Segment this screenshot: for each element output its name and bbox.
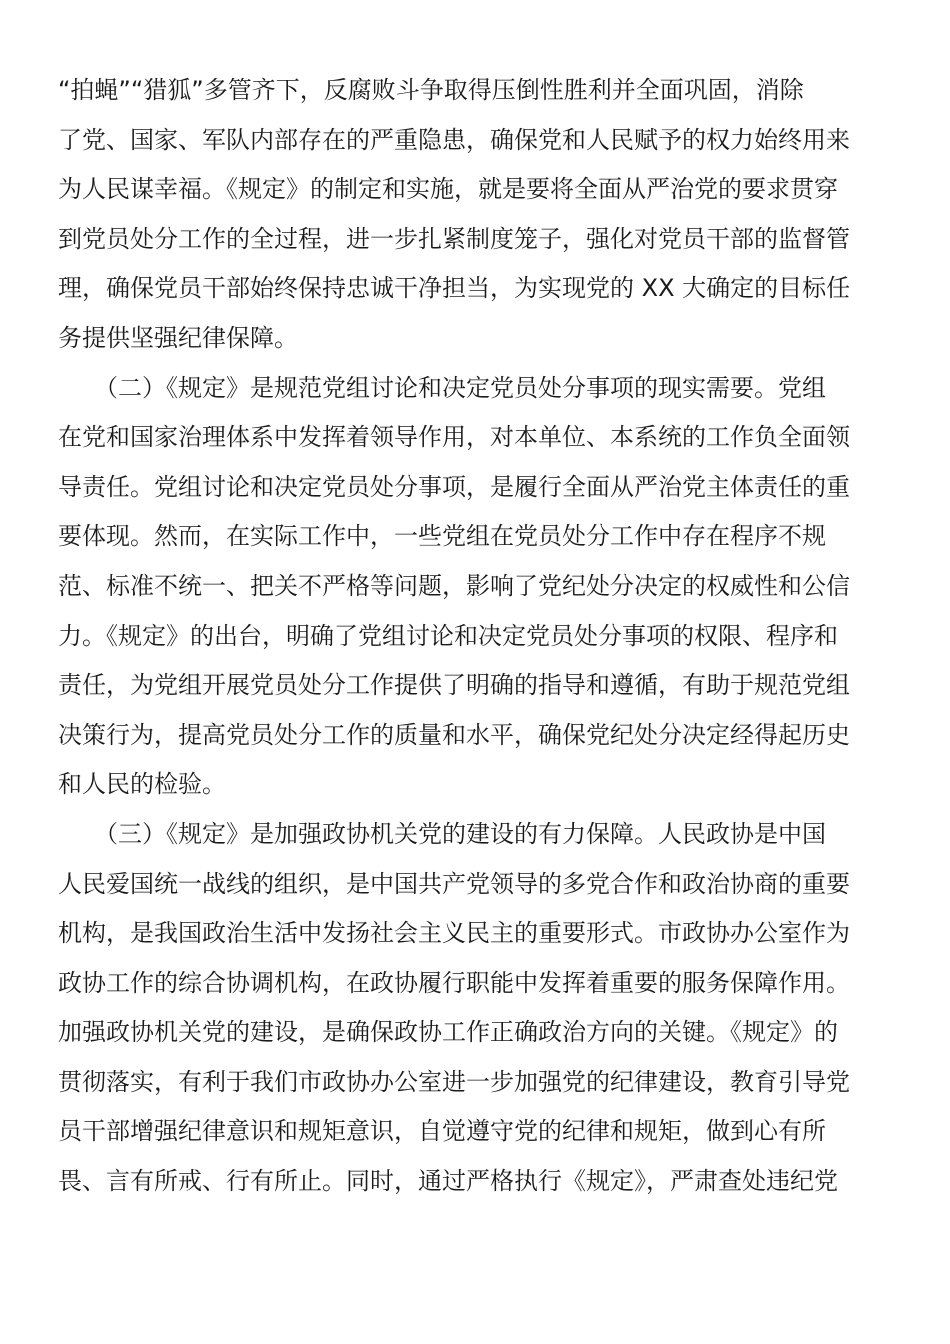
text-line: 责任，为党组开展党员处分工作提供了明确的指导和遵循，有助于规范党组	[58, 671, 850, 700]
text-line: 理，确保党员干部始终保持忠诚干净担当，为实现党的 XX 大确定的目标任	[58, 274, 851, 303]
text-line: 要体现。然而，在实际工作中，一些党组在党员处分工作中存在程序不规	[58, 522, 826, 551]
text-line: 范、标准不统一、把关不严格等问题，影响了党纪处分决定的权威性和公信	[58, 571, 850, 600]
text-line: （二）《规定》是规范党组讨论和决定党员处分事项的现实需要。党组	[58, 373, 826, 402]
text-line: “拍蝇”“猎狐”多管齐下，反腐败斗争取得压倒性胜利并全面巩固，消除	[58, 76, 804, 104]
text-line: 力。《规定》的出台，明确了党组讨论和决定党员处分事项的权限、程序和	[58, 621, 838, 650]
text-line: 贯彻落实，有利于我们市政协办公室进一步加强党的纪律建设，教育引导党	[58, 1067, 850, 1096]
text-line: 务提供坚强纪律保障。	[58, 323, 298, 352]
text-line: 畏、言有所戒、行有所止。同时，通过严格执行《规定》，严肃查处违纪党	[58, 1167, 838, 1196]
document-body	[58, 66, 878, 1207]
text-line: 导责任。党组讨论和决定党员处分事项，是履行全面从严治党主体责任的重	[58, 472, 850, 501]
text-line: 到党员处分工作的全过程，进一步扎紧制度笼子，强化对党员干部的监督管	[58, 224, 850, 253]
text-line: 人民爱国统一战线的组织，是中国共产党领导的多党合作和政治协商的重要	[58, 869, 850, 898]
text-line: 决策行为，提高党员处分工作的质量和水平，确保党纪处分决定经得起历史	[58, 720, 850, 749]
text-line: 政协工作的综合协调机构，在政协履行职能中发挥着重要的服务保障作用。	[58, 968, 850, 997]
text-line: （三）《规定》是加强政协机关党的建设的有力保障。人民政协是中国	[58, 819, 826, 848]
text-line: 在党和国家治理体系中发挥着领导作用，对本单位、本系统的工作负全面领	[58, 423, 850, 452]
text-line: 员干部增强纪律意识和规矩意识，自觉遵守党的纪律和规矩，做到心有所	[58, 1117, 826, 1146]
text-line: 加强政协机关党的建设，是确保政协工作正确政治方向的关键。《规定》的	[58, 1018, 838, 1047]
text-line: 了党、国家、军队内部存在的严重隐患，确保党和人民赋予的权力始终用来	[58, 125, 850, 154]
text-line: 机构，是我国政治生活中发扬社会主义民主的重要形式。市政协办公室作为	[58, 919, 850, 948]
text-line: 和人民的检验。	[58, 770, 226, 799]
text-line: 为人民谋幸福。《规定》的制定和实施，就是要将全面从严治党的要求贯穿	[58, 175, 838, 204]
